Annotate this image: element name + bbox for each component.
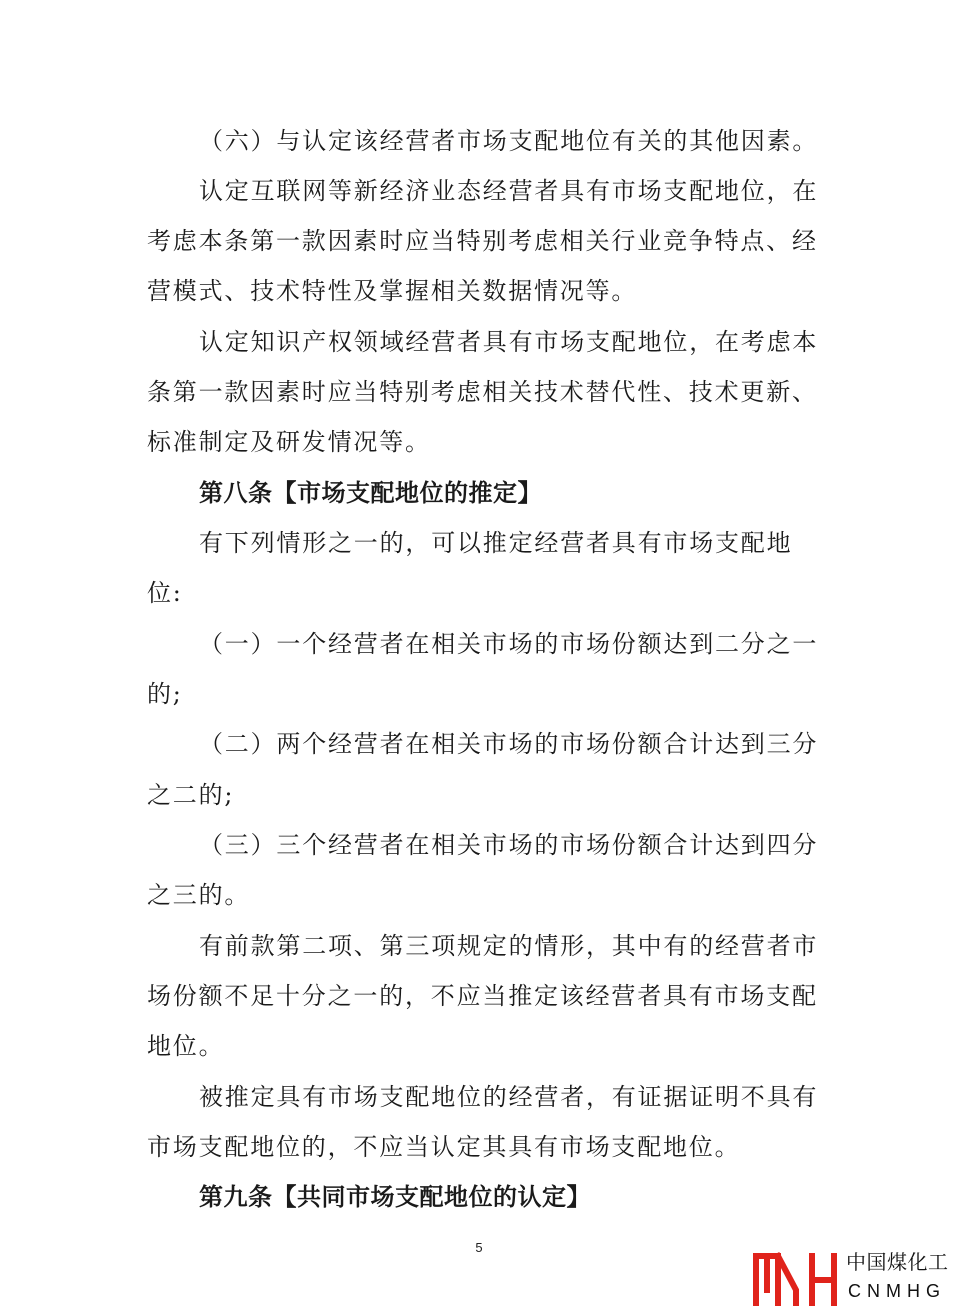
paragraph-line: 有下列情形之一的，可以推定经营者具有市场支配地: [199, 529, 793, 557]
paragraph-line: 场份额不足十分之一的，不应当推定该经营者具有市场支配: [147, 982, 818, 1010]
paragraph-line: 地位。: [147, 1032, 225, 1060]
cnmhg-logo-icon: [752, 1250, 840, 1306]
paragraph-line: 被推定具有市场支配地位的经营者，有证据证明不具有: [199, 1083, 819, 1111]
paragraph-line: 标准制定及研发情况等。: [147, 428, 431, 456]
paragraph-line: 营模式、技术特性及掌握相关数据情况等。: [147, 277, 638, 305]
article-nine-heading: 第九条【共同市场支配地位的认定】: [199, 1183, 591, 1211]
paragraph-line: 条第一款因素时应当特别考虑相关技术替代性、技术更新、: [147, 378, 818, 406]
clause-six-line: （六）与认定该经营者市场支配地位有关的其他因素。: [199, 127, 819, 155]
paragraph-line: 之三的。: [147, 881, 251, 909]
watermark: [752, 1248, 954, 1308]
clause-two-line: （二）两个经营者在相关市场的市场份额合计达到三分: [199, 730, 819, 758]
paragraph-line: 有前款第二项、第三项规定的情形，其中有的经营者市: [199, 932, 819, 960]
article-eight-heading: 第八条【市场支配地位的推定】: [199, 479, 542, 507]
watermark-english-text: CNMHG: [848, 1281, 946, 1301]
paragraph-line: 之二的;: [147, 781, 235, 809]
paragraph-line: 的;: [147, 680, 183, 708]
paragraph-line: 位:: [147, 579, 183, 607]
clause-three-line: （三）三个经营者在相关市场的市场份额合计达到四分: [199, 831, 819, 859]
page-number: 5: [475, 1240, 483, 1255]
paragraph-line: 考虑本条第一款因素时应当特别考虑相关行业竞争特点、经: [147, 227, 818, 255]
paragraph-line: 市场支配地位的，不应当认定其具有市场支配地位。: [147, 1133, 741, 1161]
watermark-chinese-text: 中国煤化工: [846, 1250, 949, 1274]
paragraph-line: 认定互联网等新经济业态经营者具有市场支配地位，在: [199, 177, 819, 205]
clause-one-line: （一）一个经营者在相关市场的市场份额达到二分之一: [199, 630, 819, 658]
paragraph-line: 认定知识产权领域经营者具有市场支配地位，在考虑本: [199, 328, 819, 356]
